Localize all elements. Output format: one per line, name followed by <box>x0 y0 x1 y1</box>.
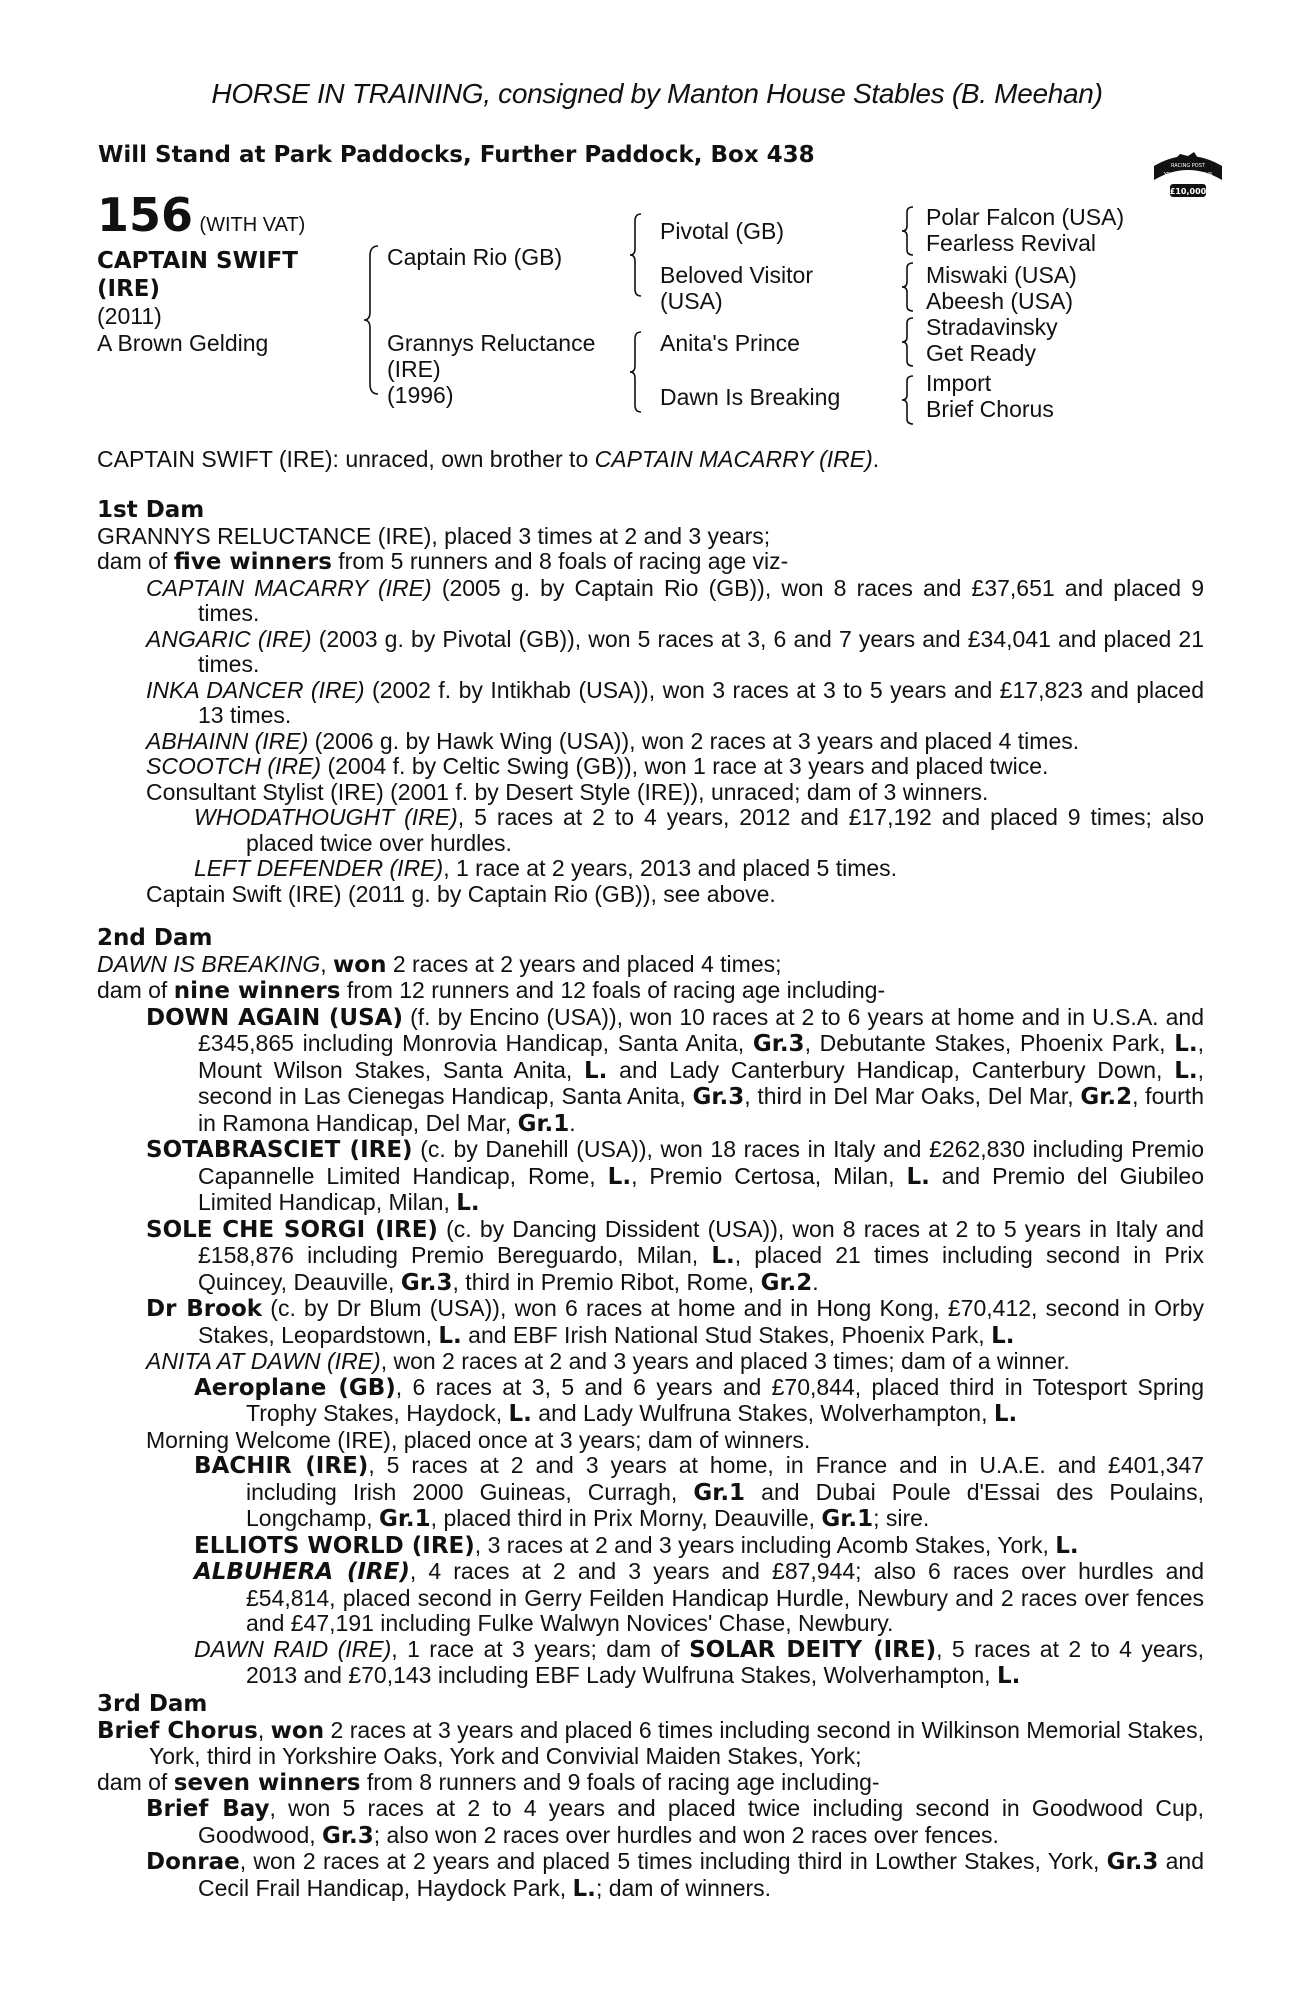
pedigree-brace-ss <box>900 205 916 257</box>
pedigree-brace-dam <box>628 330 644 414</box>
grand-produce-item: ELLIOTS WORLD (IRE), 3 races at 2 and 3 years including Acomb Stakes, York, L. <box>194 1531 1079 1559</box>
produce-item: ANGARIC (IRE) (2003 g. by Pivotal (GB)), won 5 races at 3, 6 and 7 years and £34,041 and placed 21 times. <box>146 625 1205 677</box>
grand-produce-item: BACHIR (IRE), 5 races at 2 and 3 years at home, in France and in U.A.E. and £401,347 including Irish 2000 Guineas, Curragh, Gr.1 and Dubai Poule d'Essai des Poulains, Longchamp, Gr.1, placed third in Prix Morny, Deauville, Gr.1; sire. <box>194 1452 1204 1532</box>
badge-line2: YEARLING BONUS <box>1163 172 1213 178</box>
grand-produce-item: DAWN RAID (IRE), 1 race at 3 years; dam of SOLAR DEITY (IRE), 5 races at 2 to 4 years, 2013 and £70,143 including EBF Lady Wulfruna Stakes, Wolverhampton, L. <box>194 1635 1205 1689</box>
produce-item: SOLE CHE SORGI (IRE) (c. by Dancing Dissident (USA)), won 8 races at 2 to 5 years in Italy and £158,876 including Premio Bereguardo, Milan, L., placed 21 times including second in Prix Quincey, Deauville, Gr.3, third in Premio Ribot, Rome, Gr.2. <box>146 1215 1204 1296</box>
horse-name-line2: (IRE) <box>97 276 161 302</box>
pedigree-sire-dam <box>660 262 813 314</box>
badge-line3: £10,000 <box>1169 187 1207 196</box>
lot-vat: (WITH VAT) <box>199 214 306 236</box>
dam-summary: GRANNYS RELUCTANCE (IRE), placed 3 times at 2 and 3 years; <box>97 522 771 549</box>
produce-item: SOTABRASCIET (IRE) (c. by Danehill (USA)), won 18 races in Italy and £262,830 including Premio Capannelle Limited Handicap, Rome, L., Premio Certosa, Milan, L. and Premio del Giubileo Limited Handicap, Milan, L. <box>146 1136 1204 1216</box>
produce-item: INKA DANCER (IRE) (2002 f. by Intikhab (USA)), won 3 races at 3 to 5 years and £17,823 and placed 13 times. <box>146 676 1204 728</box>
note-end: . <box>872 446 880 472</box>
pedigree-ddd: Brief Chorus <box>926 396 1054 422</box>
first-dam-section <box>97 498 1204 907</box>
horse-icon <box>1150 144 1226 200</box>
grand-produce-item: Aeroplane (GB), 6 races at 3, 5 and 6 years and £70,844, placed third in Totesport Spring Trophy Stakes, Haydock, L. and Lady Wulfruna Stakes, Wolverhampton, L. <box>194 1373 1205 1427</box>
second-dam-section <box>97 926 1204 1690</box>
grand-produce-item: WHODATHOUGHT (IRE), 5 races at 2 to 4 years, 2012 and £17,192 and placed 9 times; also placed twice over hurdles. <box>194 804 1204 856</box>
produce-item: Captain Swift (IRE) (2011 g. by Captain Rio (GB)), see above. <box>146 880 776 907</box>
pedigree-sire: Captain Rio (GB) <box>387 244 563 270</box>
lot-info <box>97 188 306 357</box>
produce-item: Morning Welcome (IRE), placed once at 3 years; dam of winners. <box>146 1426 811 1453</box>
grand-produce-item: LEFT DEFENDER (IRE), 1 race at 2 years, 2013 and placed 5 times. <box>194 855 898 881</box>
pedigree-sd-line2: (USA) <box>660 288 723 314</box>
pedigree-dam-line1: Grannys Reluctance <box>387 330 596 356</box>
horse-description: A Brown Gelding <box>97 330 269 356</box>
pedigree-dds: Import <box>926 370 992 396</box>
pedigree-sds: Miswaki (USA) <box>926 262 1077 288</box>
pedigree-brace-ds <box>900 316 916 368</box>
pedigree-brace-dd <box>900 374 916 426</box>
stand-location: Will Stand at Park Paddocks, Further Paddock, Box 438 <box>98 142 815 168</box>
pedigree-dsd: Get Ready <box>926 340 1036 366</box>
section-title: 2nd Dam <box>97 925 213 951</box>
produce-item: Dr Brook (c. by Dr Blum (USA)), won 6 races at home and in Hong Kong, £70,412, second in Orby Stakes, Leopardstown, L. and EBF Irish National Stud Stakes, Phoenix Park, L. <box>146 1295 1204 1349</box>
horse-name-line1: CAPTAIN SWIFT <box>97 248 298 274</box>
third-dam-section <box>97 1692 1204 1902</box>
dam-produce-summary: dam of seven winners from 8 runners and 9 foals of racing age including- <box>97 1768 880 1796</box>
produce-item: ABHAINN (IRE) (2006 g. by Hawk Wing (USA)), won 2 races at 3 years and placed 4 times. <box>146 727 1080 754</box>
dam-summary: Brief Chorus, won 2 races at 3 years and placed 6 times including second in Wilkinson Memorial Stakes, York, third in Yorkshire Oaks, York and Convivial Maiden Stakes, York; <box>97 1716 1204 1769</box>
produce-item: DOWN AGAIN (USA) (f. by Encino (USA)), won 10 races at 2 to 6 years at home and in U.S.A. and £345,865 including Monrovia Handicap, Santa Anita, Gr.3, Debutante Stakes, Phoenix Park, L., Mount Wilson Stakes, Santa Anita, L. and Lady Canterbury Handicap, Canterbury Down, L., second in Las Cienegas Handicap, Santa Anita, Gr.3, third in Del Mar Oaks, Del Mar, Gr.2, fourth in Ramona Handicap, Del Mar, Gr.1. <box>146 1003 1205 1137</box>
pedigree-brace-sd <box>900 261 916 313</box>
pedigree-brace-sire <box>628 212 644 298</box>
dam-summary: DAWN IS BREAKING, won 2 races at 2 years and placed 4 times; <box>97 950 782 978</box>
page-title: HORSE IN TRAINING, consigned by Manton House Stables (B. Meehan) <box>211 78 1103 109</box>
badge-line1: RACING POST <box>1171 163 1205 169</box>
pedigree-sdd: Abeesh (USA) <box>926 288 1074 314</box>
produce-item: Consultant Stylist (IRE) (2001 f. by Desert Style (IRE)), unraced; dam of 3 winners. <box>146 778 989 805</box>
dam-produce-summary: dam of five winners from 5 runners and 8 foals of racing age viz- <box>97 548 789 575</box>
section-title: 1st Dam <box>97 497 205 523</box>
pedigree-dam-sire: Anita's Prince <box>660 330 800 356</box>
produce-item: Donrae, won 2 races at 2 years and placed 5 times including third in Lowther Stakes, York, Gr.3 and Cecil Frail Handicap, Haydock Park, L.; dam of winners. <box>146 1848 1205 1902</box>
dam-produce-summary: dam of nine winners from 12 runners and 12 foals of racing age including- <box>97 977 886 1004</box>
note-italic: CAPTAIN MACARRY (IRE) <box>594 446 873 472</box>
foaling-year: (2011) <box>97 303 162 329</box>
pedigree-brace-main <box>362 244 382 396</box>
pedigree-dam <box>387 330 595 408</box>
pedigree-dss: Stradavinsky <box>926 314 1058 340</box>
lot-number: 156 <box>97 188 194 242</box>
race-record-note <box>97 446 879 473</box>
note-text: CAPTAIN SWIFT (IRE): unraced, own brother to <box>97 446 595 472</box>
produce-item: CAPTAIN MACARRY (IRE) (2005 g. by Captain Rio (GB)), won 8 races and £37,651 and placed 9 times. <box>146 574 1205 626</box>
pedigree-sd-line1: Beloved Visitor <box>660 262 813 288</box>
pedigree-dam-line3: (1996) <box>387 382 454 408</box>
pedigree-sss: Polar Falcon (USA) <box>926 204 1125 230</box>
grand-produce-item: ALBUHERA (IRE), 4 races at 2 and 3 years and £87,944; also 6 races over hurdles and £54,814, placed second in Gerry Feilden Handicap Hurdle, Newbury and 2 races over fences and £47,191 including Fulke Walwyn Novices' Chase, Newbury. <box>194 1558 1204 1636</box>
pedigree-ssd: Fearless Revival <box>926 230 1096 256</box>
produce-item: Brief Bay, won 5 races at 2 to 4 years and placed twice including second in Goodwood Cup, Goodwood, Gr.3; also won 2 races over hurdles and won 2 races over fences. <box>146 1795 1204 1849</box>
pedigree-dam-dam: Dawn Is Breaking <box>660 384 841 410</box>
pedigree-dam-line2: (IRE) <box>387 356 441 382</box>
pedigree-sire-sire: Pivotal (GB) <box>660 218 784 244</box>
section-title: 3rd Dam <box>97 1691 208 1717</box>
yearling-bonus-badge <box>1150 144 1226 205</box>
produce-item: SCOOTCH (IRE) (2004 f. by Celtic Swing (GB)), won 1 race at 3 years and placed twice. <box>146 753 1049 779</box>
produce-item: ANITA AT DAWN (IRE), won 2 races at 2 and 3 years and placed 3 times; dam of a winner. <box>146 1348 1070 1374</box>
